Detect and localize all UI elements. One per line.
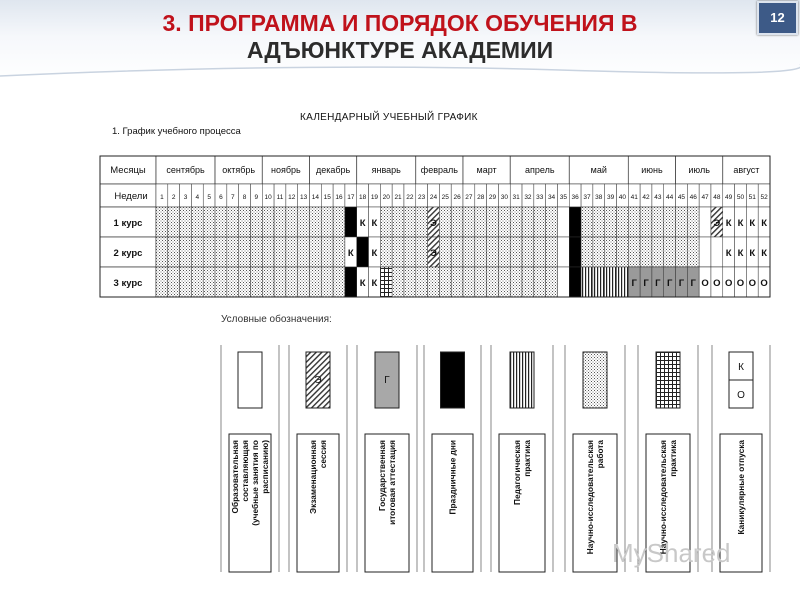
month-label: март [476, 165, 497, 175]
schedule-cell [522, 207, 534, 237]
schedule-cell-mark: К [725, 218, 732, 229]
schedule-cell-mark: Э [430, 218, 437, 229]
legend-label: Педагогическая [512, 440, 522, 505]
schedule-cell [168, 237, 180, 267]
schedule-cell [380, 237, 392, 267]
schedule-cell [392, 267, 404, 297]
schedule-cell [203, 207, 215, 237]
legend-label: работа [595, 440, 605, 469]
schedule-cell [191, 237, 203, 267]
schedule-cell-mark: Э [430, 248, 437, 259]
month-label: ноябрь [271, 165, 301, 175]
week-number: 40 [618, 194, 627, 201]
gia-mark: Г [678, 278, 685, 289]
schedule-cell [191, 267, 203, 297]
schedule-cell [628, 237, 640, 267]
schedule-cell [286, 267, 298, 297]
week-number: 32 [524, 194, 532, 201]
schedule-cell [428, 267, 440, 297]
schedule-cell [451, 207, 463, 237]
legend-label: Экзаменационная [308, 440, 318, 514]
schedule-subtitle: 1. График учебного процесса [112, 126, 241, 137]
schedule-cell [439, 267, 451, 297]
schedule-cell [510, 237, 522, 267]
schedule-cell [463, 207, 475, 237]
schedule-cell [156, 267, 168, 297]
schedule-cell [652, 237, 664, 267]
schedule-cell [581, 267, 593, 297]
schedule-cell [333, 207, 345, 237]
week-number: 46 [689, 194, 697, 201]
vacation-mark: О [748, 278, 756, 289]
schedule-cell [699, 207, 711, 237]
schedule-cell [274, 237, 286, 267]
schedule-cell [557, 267, 569, 297]
schedule-cell-mark: К [371, 248, 378, 259]
schedule-cell [227, 267, 239, 297]
gia-mark: Г [690, 278, 696, 289]
schedule-cell [652, 207, 664, 237]
vacation-mark: О [713, 278, 721, 289]
legend-label: Каникулярные отпуска [736, 440, 746, 535]
schedule-cell [227, 207, 239, 237]
schedule-cell [569, 237, 581, 267]
schedule-cell [534, 267, 546, 297]
schedule-cell [664, 237, 676, 267]
week-number: 42 [642, 194, 650, 201]
schedule-cell [333, 267, 345, 297]
week-number: 22 [406, 194, 414, 201]
schedule-cell [239, 267, 251, 297]
schedule-cell [392, 207, 404, 237]
legend-swatch-mark: Г [384, 375, 390, 386]
legend-label: Государственная [377, 440, 387, 511]
schedule-cell [321, 237, 333, 267]
schedule-cell [262, 237, 274, 267]
week-number: 15 [323, 194, 331, 201]
legend-swatch-mark: К [738, 362, 744, 373]
schedule-cell [262, 207, 274, 237]
schedule-cell [581, 207, 593, 237]
schedule-cell [416, 267, 428, 297]
schedule-cell [416, 207, 428, 237]
schedule-cell [546, 207, 558, 237]
legend-label: Научно-исследовательская [658, 440, 668, 555]
schedule-cell [310, 207, 322, 237]
schedule-cell [298, 207, 310, 237]
schedule-cell [640, 237, 652, 267]
schedule-cell [569, 267, 581, 297]
week-number: 18 [359, 194, 367, 201]
week-number: 16 [335, 194, 343, 201]
week-number: 28 [477, 194, 485, 201]
schedule-cell [593, 267, 605, 297]
legend-swatch-mark: О [737, 390, 745, 401]
schedule-cell-mark: К [359, 218, 366, 229]
schedule-cell [687, 207, 699, 237]
slide-title-line2: АДЪЮНКТУРЕ АКАДЕМИИ [246, 37, 554, 63]
schedule-cell [404, 207, 416, 237]
month-label: июль [688, 165, 710, 175]
weeks-header-label: Недели [114, 191, 148, 202]
month-label: август [733, 165, 760, 175]
schedule-cell [191, 207, 203, 237]
schedule-cell [274, 207, 286, 237]
week-number: 21 [394, 194, 402, 201]
legend-swatch [441, 352, 465, 408]
schedule-cell [498, 207, 510, 237]
week-number: 38 [595, 194, 603, 201]
schedule-cell [156, 207, 168, 237]
schedule-cell [510, 267, 522, 297]
slide-title-line1: 3. ПРОГРАММА И ПОРЯДОК ОБУЧЕНИЯ В [162, 10, 638, 36]
schedule-cell [416, 237, 428, 267]
schedule-cell [498, 237, 510, 267]
schedule-cell [262, 267, 274, 297]
week-number: 39 [606, 194, 615, 201]
schedule-cell [203, 237, 215, 267]
week-number: 30 [500, 194, 508, 201]
schedule-cell-mark: К [737, 248, 744, 259]
legend-label: практика [668, 440, 678, 477]
week-number: 52 [760, 194, 768, 201]
schedule-cell [180, 267, 192, 297]
month-label: апрель [524, 165, 555, 175]
schedule-cell [640, 207, 652, 237]
schedule-cell [522, 267, 534, 297]
vacation-mark: О [724, 278, 733, 289]
schedule-cell [711, 237, 723, 267]
legend-label: Праздничные дни [447, 440, 458, 515]
schedule-cell [321, 267, 333, 297]
schedule-cell [321, 207, 333, 237]
schedule-cell [215, 237, 227, 267]
week-number: 48 [713, 194, 721, 201]
gia-mark: Г [666, 278, 673, 289]
week-number: 10 [264, 194, 272, 201]
schedule-cell [310, 237, 322, 267]
schedule-cell [404, 267, 416, 297]
legend-label: расписанию) [260, 440, 270, 494]
week-number: 2 [171, 194, 176, 201]
schedule-cell [510, 207, 522, 237]
myshared-watermark: MyShared [612, 538, 731, 568]
schedule-cell [380, 207, 392, 237]
schedule-cell [310, 267, 322, 297]
legend-swatch [656, 352, 680, 408]
schedule-cell-mark: К [761, 248, 768, 259]
schedule-cell [475, 207, 487, 237]
week-number: 1 [160, 194, 164, 201]
schedule-cell [687, 237, 699, 267]
course-label: 2 курс [113, 248, 143, 259]
legend-title: Условные обозначения: [221, 314, 332, 325]
schedule-cell [463, 237, 475, 267]
week-number: 41 [630, 194, 638, 201]
schedule-cell [168, 267, 180, 297]
legend-swatch [583, 352, 607, 408]
schedule-cell-mark: К [761, 218, 768, 229]
schedule-title: КАЛЕНДАРНЫЙ УЧЕБНЫЙ ГРАФИК [300, 112, 478, 123]
months-header-label: Месяцы [110, 165, 146, 176]
week-number: 14 [311, 194, 320, 201]
month-label: сентябрь [166, 165, 205, 175]
schedule-cell [345, 207, 357, 237]
schedule-cell [534, 207, 546, 237]
schedule-cell [404, 237, 416, 267]
month-label: январь [371, 165, 401, 175]
week-number: 47 [701, 194, 709, 201]
schedule-cell [215, 267, 227, 297]
legend-label: (учебные занятия по [250, 440, 260, 526]
schedule-cell [475, 267, 487, 297]
schedule-cell [168, 207, 180, 237]
week-number: 24 [429, 194, 438, 201]
schedule-cell [215, 207, 227, 237]
month-label: декабрь [315, 165, 351, 175]
schedule-cell [593, 207, 605, 237]
schedule-cell-mark: К [737, 218, 744, 229]
week-number: 51 [748, 194, 756, 201]
week-number: 20 [382, 194, 390, 201]
schedule-cell [463, 267, 475, 297]
schedule-cell [605, 207, 617, 237]
schedule-cell-mark: К [359, 278, 366, 289]
week-number: 23 [418, 194, 426, 201]
course-label: 1 курс [113, 218, 143, 229]
schedule-cell [250, 267, 262, 297]
week-number: 43 [654, 194, 662, 201]
schedule-cell [664, 207, 676, 237]
schedule-cell [605, 237, 617, 267]
schedule-cell-mark: К [347, 248, 354, 259]
legend-label: итоговая аттестация [387, 440, 397, 525]
week-number: 26 [453, 194, 461, 201]
legend-swatch [510, 352, 534, 408]
schedule-cell [676, 237, 688, 267]
week-number: 25 [441, 194, 449, 201]
schedule-cell [522, 237, 534, 267]
week-number: 33 [536, 194, 544, 201]
week-number: 11 [276, 194, 284, 201]
schedule-cell [487, 207, 499, 237]
week-number: 37 [583, 194, 591, 201]
vacation-mark: О [701, 278, 709, 289]
week-number: 45 [677, 194, 686, 201]
schedule-cell-mark: К [371, 218, 378, 229]
schedule-cell [227, 237, 239, 267]
vacation-mark: О [736, 278, 745, 289]
schedule-cell [298, 267, 310, 297]
schedule-cell [250, 237, 262, 267]
schedule-cell [498, 267, 510, 297]
schedule-cell [569, 207, 581, 237]
gia-mark: Г [643, 278, 649, 289]
schedule-cell [156, 237, 168, 267]
week-number: 27 [465, 194, 473, 201]
schedule-cell-mark: К [371, 278, 378, 289]
schedule-cell-mark: К [749, 248, 756, 259]
week-number: 6 [219, 194, 223, 201]
month-label: октябрь [222, 165, 256, 175]
vacation-mark: О [760, 278, 768, 289]
legend-swatch-mark: Э [314, 375, 322, 386]
week-number: 3 [183, 194, 188, 201]
gia-mark: Г [631, 278, 637, 289]
schedule-cell [557, 207, 569, 237]
schedule-cell [628, 207, 640, 237]
schedule-cell [546, 267, 558, 297]
week-number: 35 [559, 194, 567, 201]
week-number: 4 [195, 194, 200, 201]
legend-label: практика [522, 440, 532, 477]
week-number: 9 [254, 194, 259, 201]
schedule-cell [274, 267, 286, 297]
month-label: февраль [420, 165, 458, 175]
month-label: май [590, 165, 607, 175]
legend-swatch [238, 352, 262, 408]
schedule-cell [392, 237, 404, 267]
week-number: 44 [666, 194, 674, 201]
week-number: 19 [370, 194, 379, 201]
week-number: 34 [547, 194, 556, 201]
week-number: 7 [230, 194, 235, 201]
schedule-cell [203, 267, 215, 297]
schedule-cell [286, 237, 298, 267]
schedule-cell [239, 207, 251, 237]
week-number: 12 [288, 194, 296, 201]
schedule-cell [581, 237, 593, 267]
schedule-cell [250, 207, 262, 237]
schedule-cell [605, 267, 617, 297]
week-number: 8 [242, 194, 247, 201]
schedule-cell [451, 267, 463, 297]
schedule-cell-mark: К [725, 248, 732, 259]
schedule-cell-mark: Э [713, 218, 721, 229]
week-number: 49 [725, 194, 733, 201]
legend-label: Научно-исследовательская [585, 440, 595, 555]
schedule-cell [617, 237, 629, 267]
schedule-cell [345, 267, 357, 297]
schedule-cell [180, 207, 192, 237]
schedule-cell [487, 237, 499, 267]
schedule-cell [439, 207, 451, 237]
schedule-cell [534, 237, 546, 267]
schedule-cell [180, 237, 192, 267]
month-label: июнь [641, 165, 663, 175]
schedule-cell [699, 237, 711, 267]
page-number-badge: 12 [757, 1, 798, 35]
schedule-cell [546, 237, 558, 267]
week-number: 5 [207, 194, 211, 201]
schedule-cell [239, 237, 251, 267]
schedule-cell [380, 267, 392, 297]
schedule-cell [475, 237, 487, 267]
schedule-cell [487, 267, 499, 297]
legend-label: сессия [318, 440, 328, 469]
week-number: 50 [736, 194, 745, 201]
week-number: 13 [299, 194, 308, 201]
schedule-cell [617, 207, 629, 237]
schedule-cell [286, 207, 298, 237]
gia-mark: Г [655, 278, 661, 289]
schedule-cell [357, 237, 369, 267]
week-number: 31 [512, 194, 520, 201]
legend-label: Образовательная [230, 440, 240, 514]
week-number: 29 [488, 194, 497, 201]
course-label: 3 курс [113, 278, 143, 289]
schedule-cell-mark: К [749, 218, 756, 229]
schedule-cell [298, 237, 310, 267]
schedule-cell [593, 237, 605, 267]
week-number: 36 [571, 194, 579, 201]
schedule-cell [676, 207, 688, 237]
schedule-cell [439, 237, 451, 267]
schedule-cell [617, 267, 629, 297]
schedule-cell [333, 237, 345, 267]
schedule-cell [557, 237, 569, 267]
legend-label: составляющая [240, 440, 250, 502]
schedule-cell [451, 237, 463, 267]
week-number: 17 [347, 194, 355, 201]
